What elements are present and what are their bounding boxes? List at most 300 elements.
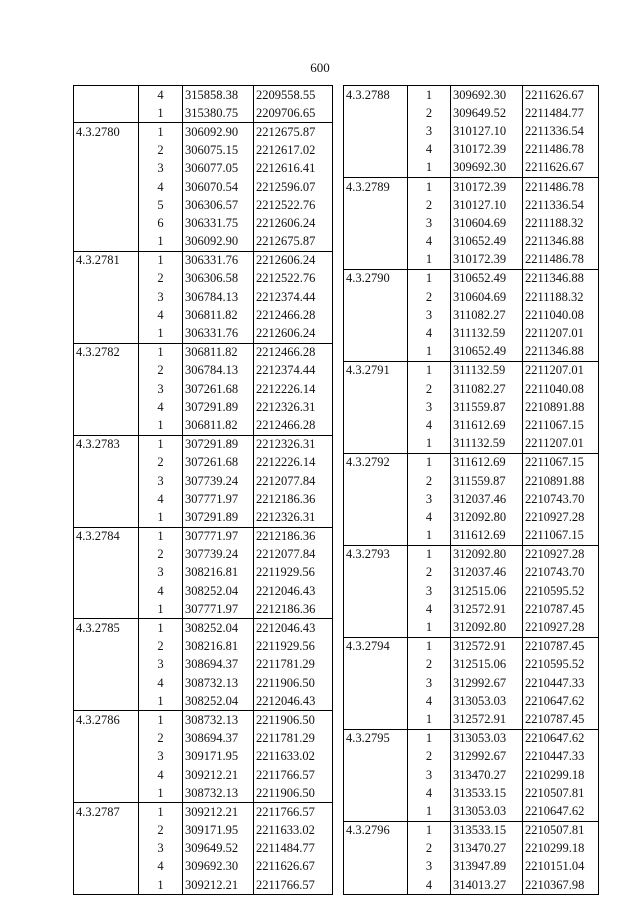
point-number-cell: 1 <box>408 361 451 380</box>
y-coordinate-cell: 2211633.02 <box>254 822 333 840</box>
y-coordinate-cell: 2211207.01 <box>523 324 599 342</box>
x-coordinate-cell: 310172.39 <box>451 177 523 196</box>
y-coordinate-cell: 2212466.28 <box>254 416 333 435</box>
point-number-cell: 3 <box>139 288 183 306</box>
x-coordinate-cell: 311612.69 <box>451 416 523 434</box>
parcel-id-cell <box>74 306 139 324</box>
table-row <box>344 618 599 637</box>
table-row <box>74 784 333 803</box>
y-coordinate-cell: 2210891.88 <box>523 472 599 490</box>
y-coordinate-cell: 2210927.28 <box>523 618 599 637</box>
point-number-cell: 2 <box>408 472 451 490</box>
x-coordinate-cell: 307771.97 <box>183 600 254 619</box>
x-coordinate-cell: 313947.89 <box>451 858 523 876</box>
y-coordinate-cell: 2210743.70 <box>523 490 599 508</box>
x-coordinate-cell: 311132.59 <box>451 361 523 380</box>
parcel-id-cell <box>344 840 408 858</box>
y-coordinate-cell: 2212606.24 <box>254 251 333 270</box>
x-coordinate-cell: 306331.76 <box>183 324 254 343</box>
point-number-cell: 4 <box>408 324 451 342</box>
y-coordinate-cell: 2210507.81 <box>523 784 599 802</box>
parcel-id-cell: 4.3.2787 <box>74 803 139 822</box>
point-number-cell: 1 <box>139 123 183 142</box>
parcel-id-cell: 4.3.2792 <box>344 453 408 472</box>
x-coordinate-cell: 308252.04 <box>183 692 254 711</box>
y-coordinate-cell: 2211766.57 <box>254 803 333 822</box>
y-coordinate-cell: 2211929.56 <box>254 638 333 656</box>
x-coordinate-cell: 309692.30 <box>451 159 523 178</box>
y-coordinate-cell: 2210447.33 <box>523 748 599 766</box>
x-coordinate-cell: 312092.80 <box>451 508 523 526</box>
x-coordinate-cell: 309171.95 <box>183 748 254 766</box>
parcel-id-cell <box>344 104 408 122</box>
parcel-id-cell <box>344 141 408 159</box>
parcel-id-cell <box>344 564 408 582</box>
table-row <box>344 472 599 490</box>
point-number-cell: 4 <box>139 490 183 508</box>
x-coordinate-cell: 309212.21 <box>183 766 254 784</box>
y-coordinate-cell: 2212077.84 <box>254 546 333 564</box>
x-coordinate-cell: 308252.04 <box>183 582 254 600</box>
parcel-id-cell <box>344 122 408 140</box>
point-number-cell: 1 <box>139 527 183 546</box>
y-coordinate-cell: 2211484.77 <box>254 840 333 858</box>
point-number-cell: 1 <box>139 784 183 803</box>
parcel-id-cell <box>344 784 408 802</box>
x-coordinate-cell: 308732.13 <box>183 674 254 692</box>
y-coordinate-cell: 2210595.52 <box>523 582 599 600</box>
x-coordinate-cell: 306331.76 <box>183 251 254 270</box>
x-coordinate-cell: 307771.97 <box>183 527 254 546</box>
x-coordinate-cell: 311559.87 <box>451 472 523 490</box>
parcel-id-cell <box>74 214 139 232</box>
table-row <box>344 876 599 895</box>
point-number-cell: 1 <box>408 251 451 270</box>
parcel-id-cell: 4.3.2790 <box>344 269 408 288</box>
point-number-cell: 4 <box>408 416 451 434</box>
point-number-cell: 3 <box>139 840 183 858</box>
y-coordinate-cell: 2211633.02 <box>254 748 333 766</box>
table-row <box>344 821 599 840</box>
table-row <box>344 122 599 140</box>
parcel-id-cell: 4.3.2788 <box>344 86 408 105</box>
point-number-cell: 1 <box>139 343 183 362</box>
parcel-id-cell: 4.3.2786 <box>74 711 139 730</box>
x-coordinate-cell: 313470.27 <box>451 766 523 784</box>
x-coordinate-cell: 311559.87 <box>451 398 523 416</box>
point-number-cell: 2 <box>408 196 451 214</box>
point-number-cell: 1 <box>139 416 183 435</box>
y-coordinate-cell: 2211781.29 <box>254 730 333 748</box>
table-row <box>344 288 599 306</box>
point-number-cell: 3 <box>408 398 451 416</box>
table-row <box>344 104 599 122</box>
y-coordinate-cell: 2212226.14 <box>254 454 333 472</box>
parcel-id-cell <box>74 766 139 784</box>
point-number-cell: 3 <box>139 656 183 674</box>
y-coordinate-cell: 2210595.52 <box>523 656 599 674</box>
point-number-cell: 2 <box>139 270 183 288</box>
x-coordinate-cell: 309649.52 <box>451 104 523 122</box>
x-coordinate-cell: 310172.39 <box>451 141 523 159</box>
table-row <box>74 142 333 160</box>
table-row <box>74 454 333 472</box>
y-coordinate-cell: 2211766.57 <box>254 766 333 784</box>
x-coordinate-cell: 306811.82 <box>183 306 254 324</box>
y-coordinate-cell: 2210367.98 <box>523 876 599 895</box>
point-number-cell: 5 <box>139 196 183 214</box>
x-coordinate-cell: 313533.15 <box>451 784 523 802</box>
parcel-id-cell <box>74 160 139 178</box>
point-number-cell: 1 <box>139 508 183 527</box>
point-number-cell: 3 <box>408 582 451 600</box>
parcel-id-cell: 4.3.2783 <box>74 435 139 454</box>
parcel-id-cell: 4.3.2796 <box>344 821 408 840</box>
point-number-cell: 3 <box>408 858 451 876</box>
x-coordinate-cell: 306811.82 <box>183 416 254 435</box>
y-coordinate-cell: 2212466.28 <box>254 306 333 324</box>
coordinate-table-right <box>343 85 599 895</box>
y-coordinate-cell: 2212596.07 <box>254 178 333 196</box>
y-coordinate-cell: 2212186.36 <box>254 490 333 508</box>
table-row <box>344 710 599 729</box>
parcel-id-cell <box>74 270 139 288</box>
table-row <box>344 196 599 214</box>
point-number-cell: 4 <box>139 398 183 416</box>
table-row <box>74 582 333 600</box>
parcel-id-cell <box>344 324 408 342</box>
table-row <box>344 306 599 324</box>
table-row <box>344 784 599 802</box>
point-number-cell: 1 <box>139 876 183 895</box>
table-row <box>344 251 599 270</box>
table-row <box>344 214 599 232</box>
y-coordinate-cell: 2212466.28 <box>254 343 333 362</box>
x-coordinate-cell: 306306.57 <box>183 196 254 214</box>
x-coordinate-cell: 312092.80 <box>451 545 523 564</box>
x-coordinate-cell: 314013.27 <box>451 876 523 895</box>
x-coordinate-cell: 312572.91 <box>451 600 523 618</box>
point-number-cell: 2 <box>139 822 183 840</box>
point-number-cell: 3 <box>139 564 183 582</box>
x-coordinate-cell: 309212.21 <box>183 876 254 895</box>
parcel-id-cell <box>344 233 408 251</box>
point-number-cell: 1 <box>139 803 183 822</box>
x-coordinate-cell: 313053.03 <box>451 729 523 748</box>
x-coordinate-cell: 312037.46 <box>451 564 523 582</box>
x-coordinate-cell: 306331.75 <box>183 214 254 232</box>
table-row <box>344 453 599 472</box>
point-number-cell: 1 <box>408 269 451 288</box>
point-number-cell: 2 <box>408 288 451 306</box>
point-number-cell: 4 <box>139 766 183 784</box>
y-coordinate-cell: 2210891.88 <box>523 398 599 416</box>
point-number-cell: 4 <box>408 600 451 618</box>
parcel-id-cell: 4.3.2781 <box>74 251 139 270</box>
x-coordinate-cell: 315380.75 <box>183 104 254 123</box>
x-coordinate-cell: 307291.89 <box>183 398 254 416</box>
point-number-cell: 1 <box>408 343 451 362</box>
parcel-id-cell <box>74 288 139 306</box>
y-coordinate-cell: 2211626.67 <box>523 86 599 105</box>
point-number-cell: 2 <box>139 454 183 472</box>
parcel-id-cell <box>344 306 408 324</box>
y-coordinate-cell: 2210507.81 <box>523 821 599 840</box>
point-number-cell: 4 <box>139 858 183 876</box>
table-row <box>74 324 333 343</box>
y-coordinate-cell: 2211067.15 <box>523 416 599 434</box>
x-coordinate-cell: 310604.69 <box>451 288 523 306</box>
x-coordinate-cell: 306784.13 <box>183 362 254 380</box>
table-row <box>74 435 333 454</box>
parcel-id-cell <box>344 398 408 416</box>
point-number-cell: 2 <box>139 362 183 380</box>
point-number-cell: 4 <box>408 233 451 251</box>
table-row <box>74 178 333 196</box>
y-coordinate-cell: 2210787.45 <box>523 600 599 618</box>
y-coordinate-cell: 2211781.29 <box>254 656 333 674</box>
x-coordinate-cell: 312092.80 <box>451 618 523 637</box>
table-row <box>344 692 599 710</box>
y-coordinate-cell: 2212326.31 <box>254 435 333 454</box>
parcel-id-cell <box>74 362 139 380</box>
point-number-cell: 3 <box>408 674 451 692</box>
point-number-cell: 6 <box>139 214 183 232</box>
table-row <box>344 564 599 582</box>
point-number-cell: 3 <box>408 214 451 232</box>
y-coordinate-cell: 2210927.28 <box>523 545 599 564</box>
parcel-id-cell <box>344 490 408 508</box>
parcel-id-cell <box>344 416 408 434</box>
table-row <box>74 251 333 270</box>
y-coordinate-cell: 2212606.24 <box>254 324 333 343</box>
table-row <box>74 343 333 362</box>
y-coordinate-cell: 2211486.78 <box>523 251 599 270</box>
point-number-cell: 2 <box>408 840 451 858</box>
point-number-cell: 1 <box>408 637 451 656</box>
table-row <box>74 270 333 288</box>
parcel-id-cell <box>74 748 139 766</box>
point-number-cell: 2 <box>408 564 451 582</box>
x-coordinate-cell: 308694.37 <box>183 656 254 674</box>
table-row <box>344 802 599 821</box>
parcel-id-cell <box>74 822 139 840</box>
point-number-cell: 1 <box>139 324 183 343</box>
point-number-cell: 4 <box>139 306 183 324</box>
x-coordinate-cell: 311082.27 <box>451 380 523 398</box>
parcel-id-cell: 4.3.2794 <box>344 637 408 656</box>
table-row <box>74 196 333 214</box>
parcel-id-cell <box>74 564 139 582</box>
x-coordinate-cell: 312037.46 <box>451 490 523 508</box>
parcel-id-cell <box>344 508 408 526</box>
point-number-cell: 3 <box>408 490 451 508</box>
y-coordinate-cell: 2211906.50 <box>254 711 333 730</box>
point-number-cell: 2 <box>408 656 451 674</box>
table-row <box>74 619 333 638</box>
parcel-id-cell: 4.3.2784 <box>74 527 139 546</box>
y-coordinate-cell: 2212616.41 <box>254 160 333 178</box>
y-coordinate-cell: 2212326.31 <box>254 398 333 416</box>
y-coordinate-cell: 2211906.50 <box>254 674 333 692</box>
parcel-id-cell <box>344 748 408 766</box>
x-coordinate-cell: 311612.69 <box>451 527 523 546</box>
x-coordinate-cell: 308216.81 <box>183 638 254 656</box>
y-coordinate-cell: 2212186.36 <box>254 600 333 619</box>
y-coordinate-cell: 2212606.24 <box>254 214 333 232</box>
point-number-cell: 4 <box>139 582 183 600</box>
point-number-cell: 4 <box>408 692 451 710</box>
table-row <box>344 398 599 416</box>
table-row <box>74 546 333 564</box>
point-number-cell: 1 <box>408 802 451 821</box>
point-number-cell: 4 <box>139 178 183 196</box>
y-coordinate-cell: 2212046.43 <box>254 582 333 600</box>
table-row <box>74 508 333 527</box>
point-number-cell: 3 <box>139 748 183 766</box>
point-number-cell: 2 <box>139 730 183 748</box>
y-coordinate-cell: 2211346.88 <box>523 343 599 362</box>
table-row <box>344 141 599 159</box>
table-row <box>344 380 599 398</box>
parcel-id-cell <box>344 674 408 692</box>
y-coordinate-cell: 2210647.62 <box>523 729 599 748</box>
table-row <box>74 306 333 324</box>
x-coordinate-cell: 310652.49 <box>451 233 523 251</box>
point-number-cell: 1 <box>408 527 451 546</box>
parcel-id-cell <box>344 766 408 784</box>
parcel-id-cell <box>344 159 408 178</box>
parcel-id-cell <box>344 214 408 232</box>
point-number-cell: 1 <box>408 159 451 178</box>
x-coordinate-cell: 307291.89 <box>183 508 254 527</box>
x-coordinate-cell: 307771.97 <box>183 490 254 508</box>
x-coordinate-cell: 309212.21 <box>183 803 254 822</box>
x-coordinate-cell: 310127.10 <box>451 196 523 214</box>
y-coordinate-cell: 2211486.78 <box>523 141 599 159</box>
y-coordinate-cell: 2210927.28 <box>523 508 599 526</box>
table-row <box>344 86 599 105</box>
y-coordinate-cell: 2211626.67 <box>254 858 333 876</box>
point-number-cell: 1 <box>408 453 451 472</box>
y-coordinate-cell: 2211067.15 <box>523 453 599 472</box>
x-coordinate-cell: 307291.89 <box>183 435 254 454</box>
table-row <box>74 214 333 232</box>
x-coordinate-cell: 310127.10 <box>451 122 523 140</box>
x-coordinate-cell: 315858.38 <box>183 86 254 105</box>
y-coordinate-cell: 2210299.18 <box>523 840 599 858</box>
y-coordinate-cell: 2212326.31 <box>254 508 333 527</box>
point-number-cell: 1 <box>139 692 183 711</box>
parcel-id-cell <box>344 710 408 729</box>
point-number-cell: 4 <box>408 141 451 159</box>
y-coordinate-cell: 2212522.76 <box>254 270 333 288</box>
point-number-cell: 2 <box>408 380 451 398</box>
point-number-cell: 3 <box>139 472 183 490</box>
y-coordinate-cell: 2211040.08 <box>523 380 599 398</box>
y-coordinate-cell: 2212046.43 <box>254 692 333 711</box>
parcel-id-cell <box>74 730 139 748</box>
x-coordinate-cell: 313053.03 <box>451 692 523 710</box>
parcel-id-cell <box>344 380 408 398</box>
parcel-id-cell <box>74 490 139 508</box>
table-row <box>74 490 333 508</box>
y-coordinate-cell: 2212675.87 <box>254 233 333 252</box>
parcel-id-cell <box>74 508 139 527</box>
x-coordinate-cell: 309692.30 <box>451 86 523 105</box>
parcel-id-cell: 4.3.2785 <box>74 619 139 638</box>
x-coordinate-cell: 306075.15 <box>183 142 254 160</box>
y-coordinate-cell: 2211336.54 <box>523 122 599 140</box>
point-number-cell: 1 <box>408 710 451 729</box>
table-row <box>74 527 333 546</box>
parcel-id-cell <box>344 196 408 214</box>
point-number-cell: 4 <box>408 784 451 802</box>
point-number-cell: 4 <box>408 876 451 895</box>
parcel-id-cell <box>74 380 139 398</box>
y-coordinate-cell: 2211346.88 <box>523 269 599 288</box>
x-coordinate-cell: 308252.04 <box>183 619 254 638</box>
table-row <box>74 711 333 730</box>
x-coordinate-cell: 307261.68 <box>183 380 254 398</box>
point-number-cell: 1 <box>139 619 183 638</box>
x-coordinate-cell: 308216.81 <box>183 564 254 582</box>
parcel-id-cell <box>344 618 408 637</box>
x-coordinate-cell: 309692.30 <box>183 858 254 876</box>
point-number-cell: 1 <box>408 435 451 454</box>
table-row <box>344 324 599 342</box>
table-row <box>344 766 599 784</box>
point-number-cell: 4 <box>139 86 183 105</box>
table-row <box>74 600 333 619</box>
y-coordinate-cell: 2212374.44 <box>254 362 333 380</box>
y-coordinate-cell: 2212077.84 <box>254 472 333 490</box>
y-coordinate-cell: 2211486.78 <box>523 177 599 196</box>
table-row <box>74 288 333 306</box>
point-number-cell: 2 <box>139 142 183 160</box>
table-row <box>344 435 599 454</box>
parcel-id-cell <box>74 196 139 214</box>
x-coordinate-cell: 308732.13 <box>183 711 254 730</box>
table-row <box>344 840 599 858</box>
table-row <box>74 674 333 692</box>
parcel-id-cell <box>74 876 139 895</box>
x-coordinate-cell: 307739.24 <box>183 472 254 490</box>
parcel-id-cell: 4.3.2789 <box>344 177 408 196</box>
x-coordinate-cell: 309171.95 <box>183 822 254 840</box>
x-coordinate-cell: 309649.52 <box>183 840 254 858</box>
table-row <box>344 637 599 656</box>
y-coordinate-cell: 2212226.14 <box>254 380 333 398</box>
parcel-id-cell <box>74 416 139 435</box>
table-row <box>74 858 333 876</box>
y-coordinate-cell: 2211207.01 <box>523 435 599 454</box>
table-row <box>74 123 333 142</box>
table-row <box>344 748 599 766</box>
table-row <box>344 656 599 674</box>
y-coordinate-cell: 2210743.70 <box>523 564 599 582</box>
parcel-id-cell <box>344 435 408 454</box>
point-number-cell: 3 <box>408 766 451 784</box>
y-coordinate-cell: 2210299.18 <box>523 766 599 784</box>
x-coordinate-cell: 313053.03 <box>451 802 523 821</box>
point-number-cell: 2 <box>139 546 183 564</box>
parcel-id-cell <box>344 472 408 490</box>
y-coordinate-cell: 2210787.45 <box>523 710 599 729</box>
parcel-id-cell <box>344 656 408 674</box>
x-coordinate-cell: 308732.13 <box>183 784 254 803</box>
y-coordinate-cell: 2211766.57 <box>254 876 333 895</box>
